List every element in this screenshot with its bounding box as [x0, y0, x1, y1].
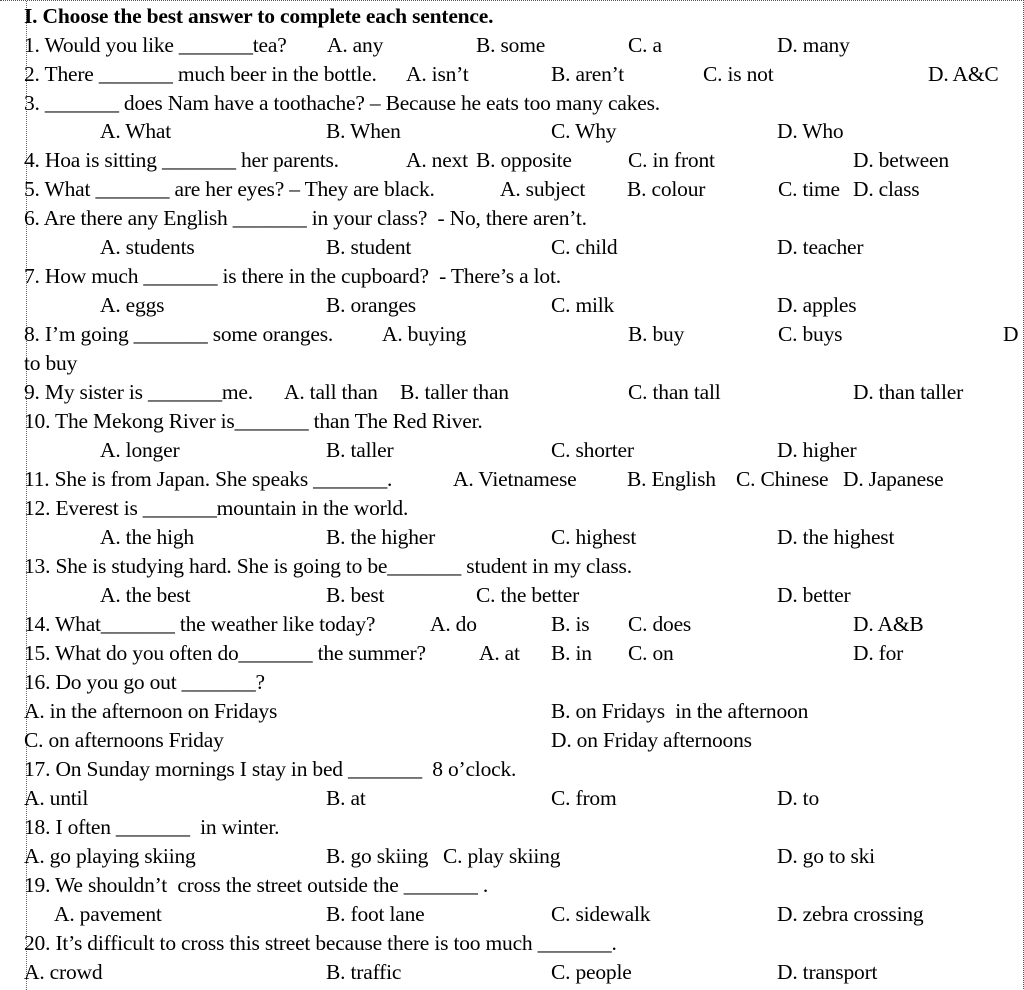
q8-option-c: C. buys	[778, 322, 843, 346]
q3-stem: 3. _______ does Nam have a toothache? – Because he eats too many cakes.	[24, 91, 660, 115]
q20-option-b: B. traffic	[326, 960, 402, 984]
q3-option-c: C. Why	[551, 119, 617, 143]
q17-option-c: C. from	[551, 786, 617, 810]
q14-option-d: D. A&B	[853, 612, 924, 636]
q7-option-b: B. oranges	[326, 293, 416, 317]
q16-option-d: D. on Friday afternoons	[551, 728, 752, 752]
q10-stem: 10. The Mekong River is_______ than The Red River.	[24, 409, 483, 433]
q5-option-a: A. subject	[500, 177, 586, 201]
q16-option-c: C. on afternoons Friday	[24, 728, 224, 752]
q13-stem: 13. She is studying hard. She is going to be_______ student in my class.	[24, 554, 632, 578]
q2-option-d: D. A&C	[928, 62, 999, 86]
q1-stem: 1. Would you like _______tea?	[24, 33, 287, 57]
q4-option-c: C. in front	[628, 148, 715, 172]
q5-option-b: B. colour	[627, 177, 706, 201]
q2-stem: 2. There _______ much beer in the bottle.	[24, 62, 377, 86]
q11-option-b: B. English	[627, 467, 716, 491]
q19-option-a: A. pavement	[54, 902, 162, 926]
q11-option-d: D. Japanese	[843, 467, 944, 491]
q19-stem: 19. We shouldn’t cross the street outside the _______ .	[24, 873, 488, 897]
q6-option-c: C. child	[551, 235, 618, 259]
q15-option-b: B. in	[551, 641, 592, 665]
q9-option-a: A. tall than	[284, 380, 378, 404]
q20-option-c: C. people	[551, 960, 632, 984]
q5-option-d: D. class	[853, 177, 920, 201]
q14-option-b: B. is	[551, 612, 590, 636]
q1-option-a: A. any	[327, 33, 384, 57]
q6-stem: 6. Are there any English _______ in your class? - No, there aren’t.	[24, 206, 587, 230]
q13-option-a: A. the best	[100, 583, 191, 607]
q1-option-d: D. many	[777, 33, 850, 57]
q15-option-c: C. on	[628, 641, 674, 665]
q16-option-a: A. in the afternoon on Fridays	[24, 699, 278, 723]
q5-option-c: C. time	[778, 177, 840, 201]
q5-stem: 5. What _______ are her eyes? – They are black.	[24, 177, 435, 201]
q8-option-d-continued: to buy	[24, 351, 78, 375]
q8-option-b: B. buy	[628, 322, 685, 346]
q4-option-d: D. between	[853, 148, 949, 172]
q4-stem: 4. Hoa is sitting _______ her parents.	[24, 148, 339, 172]
q17-option-a: A. until	[24, 786, 89, 810]
q13-option-b: B. best	[326, 583, 385, 607]
q20-option-a: A. crowd	[24, 960, 103, 984]
q12-option-a: A. the high	[100, 525, 194, 549]
q10-option-c: C. shorter	[551, 438, 634, 462]
q10-option-b: B. taller	[326, 438, 394, 462]
q17-option-b: B. at	[326, 786, 366, 810]
q18-stem: 18. I often _______ in winter.	[24, 815, 280, 839]
q3-option-a: A. What	[100, 119, 172, 143]
q1-option-c: C. a	[628, 33, 662, 57]
q18-option-a: A. go playing skiing	[24, 844, 196, 868]
q7-option-d: D. apples	[777, 293, 857, 317]
q12-stem: 12. Everest is _______mountain in the world.	[24, 496, 409, 520]
q12-option-c: C. highest	[551, 525, 637, 549]
q9-stem: 9. My sister is _______me.	[24, 380, 253, 404]
q17-stem: 17. On Sunday mornings I stay in bed _______ 8 o’clock.	[24, 757, 517, 781]
q7-option-a: A. eggs	[100, 293, 165, 317]
q14-option-c: C. does	[628, 612, 692, 636]
q11-option-a: A. Vietnamese	[453, 467, 577, 491]
q7-stem: 7. How much _______ is there in the cupboard? - There’s a lot.	[24, 264, 561, 288]
q8-option-a: A. buying	[382, 322, 467, 346]
q15-option-d: D. for	[853, 641, 904, 665]
q15-option-a: A. at	[479, 641, 520, 665]
q6-option-a: A. students	[100, 235, 195, 259]
q14-option-a: A. do	[430, 612, 477, 636]
q18-option-d: D. go to ski	[777, 844, 875, 868]
q13-option-c: C. the better	[476, 583, 580, 607]
q10-option-d: D. higher	[777, 438, 857, 462]
q2-option-b: B. aren’t	[551, 62, 625, 86]
q1-option-b: B. some	[476, 33, 546, 57]
q3-option-d: D. Who	[777, 119, 844, 143]
q20-option-d: D. transport	[777, 960, 878, 984]
q7-option-c: C. milk	[551, 293, 615, 317]
q11-option-c: C. Chinese	[736, 467, 829, 491]
q3-option-b: B. When	[326, 119, 401, 143]
q4-option-a: A. next	[406, 148, 468, 172]
q6-option-d: D. teacher	[777, 235, 864, 259]
section-title: I. Choose the best answer to complete each sentence.	[24, 4, 494, 28]
q18-option-b: B. go skiing	[326, 844, 429, 868]
q2-option-a: A. isn’t	[406, 62, 469, 86]
q19-option-b: B. foot lane	[326, 902, 425, 926]
q12-option-d: D. the highest	[777, 525, 895, 549]
q9-option-c: C. than tall	[628, 380, 721, 404]
q15-stem: 15. What do you often do_______ the summer?	[24, 641, 426, 665]
q19-option-c: C. sidewalk	[551, 902, 651, 926]
q12-option-b: B. the higher	[326, 525, 436, 549]
q16-stem: 16. Do you go out _______?	[24, 670, 265, 694]
q4-option-b: B. opposite	[476, 148, 572, 172]
q8-stem: 8. I’m going _______ some oranges.	[24, 322, 334, 346]
q10-option-a: A. longer	[100, 438, 180, 462]
q20-stem: 20. It’s difficult to cross this street because there is too much _______.	[24, 931, 617, 955]
q11-stem: 11. She is from Japan. She speaks _______.	[24, 467, 393, 491]
q2-option-c: C. is not	[703, 62, 774, 86]
q6-option-b: B. student	[326, 235, 412, 259]
q18-option-c: C. play skiing	[443, 844, 561, 868]
q13-option-d: D. better	[777, 583, 851, 607]
q9-option-d: D. than taller	[853, 380, 964, 404]
q9-option-b: B. taller than	[400, 380, 509, 404]
q16-option-b: B. on Fridays in the afternoon	[551, 699, 809, 723]
q19-option-d: D. zebra crossing	[777, 902, 924, 926]
q17-option-d: D. to	[777, 786, 820, 810]
q8-option-d: D	[1003, 322, 1019, 346]
q14-stem: 14. What_______ the weather like today?	[24, 612, 376, 636]
